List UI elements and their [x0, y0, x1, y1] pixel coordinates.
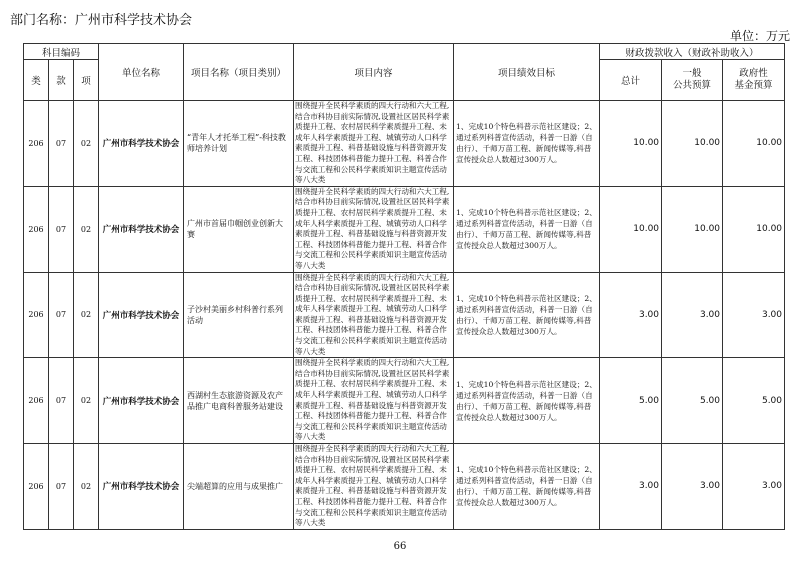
table-row — [24, 186, 785, 272]
content-cell: 围绕提升全民科学素质的四大行动和六大工程,结合市科协目前实际情况,设置社区居民科学素质提升工程、农村居民科学素质提升工程、未成年人科学素质提升工程、城镇劳动人口科学素质提升工程、科普基础设施与科普资源开发工程、科技团体科普能力提升工程、科普合作与交流工程和公民科学素质知识主题宣传活动等八大类 — [294, 272, 454, 358]
kuan-cell: 07 — [49, 101, 74, 187]
goal-cell: 1、完成10个特色科普示范社区建设；2、通过系列科普宣传活动，科普一日游（自由行）、千师万苗工程、新闻传媒等,科普宣传授众总人数超过300万人。 — [454, 101, 600, 187]
fund-cell: 3.00 — [723, 444, 785, 530]
fiscal-header: 财政拨款收入（财政补助收入） — [600, 44, 785, 60]
total-cell: 10.00 — [600, 186, 662, 272]
lei-cell: 206 — [24, 444, 49, 530]
kuan-cell: 07 — [49, 358, 74, 444]
xiang-cell: 02 — [74, 186, 99, 272]
unit-label: 单位：万元 — [729, 29, 790, 43]
content-cell: 围绕提升全民科学素质的四大行动和六大工程,结合市科协目前实际情况,设置社区居民科学素质提升工程、农村居民科学素质提升工程、未成年人科学素质提升工程、城镇劳动人口科学素质提升工程、科普基础设施与科普资源开发工程、科技团体科普能力提升工程、科普合作与交流工程和公民科学素质知识主题宣传活动等八大类 — [294, 444, 454, 530]
project-cell: 子沙村美丽乡村科普行系列活动 — [184, 272, 294, 358]
project-cell: 广州市首届巾帼创业创新大赛 — [184, 186, 294, 272]
project-content-header: 项目内容 — [294, 44, 454, 101]
subject-code-header: 科目编码 — [24, 44, 99, 60]
kuan-cell: 07 — [49, 272, 74, 358]
total-cell: 3.00 — [600, 272, 662, 358]
xiang-cell: 02 — [74, 444, 99, 530]
xiang-cell: 02 — [74, 272, 99, 358]
fund-cell: 3.00 — [723, 272, 785, 358]
fund-budget-header: 政府性 基金预算 — [723, 60, 785, 101]
unit-cell: 广州市科学技术协会 — [99, 272, 184, 358]
content-cell: 围绕提升全民科学素质的四大行动和六大工程,结合市科协目前实际情况,设置社区居民科学素质提升工程、农村居民科学素质提升工程、未成年人科学素质提升工程、城镇劳动人口科学素质提升工程、科普基础设施与科普资源开发工程、科技团体科普能力提升工程、科普合作与交流工程和公民科学素质知识主题宣传活动等八大类 — [294, 358, 454, 444]
lei-header: 类 — [24, 60, 49, 101]
project-goal-header: 项目绩效目标 — [454, 44, 600, 101]
unit-cell: 广州市科学技术协会 — [99, 101, 184, 187]
project-name-header: 项目名称（项目类别） — [184, 44, 294, 101]
unit-cell: 广州市科学技术协会 — [99, 358, 184, 444]
total-cell: 5.00 — [600, 358, 662, 444]
table-row — [24, 358, 785, 444]
content-cell: 围绕提升全民科学素质的四大行动和六大工程,结合市科协目前实际情况,设置社区居民科学素质提升工程、农村居民科学素质提升工程、未成年人科学素质提升工程、城镇劳动人口科学素质提升工程、科普基础设施与科普资源开发工程、科技团体科普能力提升工程、科普合作与交流工程和公民科学素质知识主题宣传活动等八大类 — [294, 186, 454, 272]
department-name: 部门名称：广州市科学技术协会 — [10, 13, 193, 28]
unit-cell: 广州市科学技术协会 — [99, 186, 184, 272]
xiang-cell: 02 — [74, 358, 99, 444]
lei-cell: 206 — [24, 101, 49, 187]
fund-cell: 10.00 — [723, 186, 785, 272]
goal-cell: 1、完成10个特色科普示范社区建设；2、通过系列科普宣传活动，科普一日游（自由行）、千师万苗工程、新闻传媒等,科普宣传授众总人数超过300万人。 — [454, 186, 600, 272]
lei-cell: 206 — [24, 272, 49, 358]
total-cell: 10.00 — [600, 101, 662, 187]
fund-cell: 10.00 — [723, 101, 785, 187]
general-cell: 3.00 — [662, 272, 723, 358]
xiang-header: 项 — [74, 60, 99, 101]
table-row — [24, 272, 785, 358]
table-row — [24, 101, 785, 187]
general-cell: 10.00 — [662, 101, 723, 187]
lei-cell: 206 — [24, 358, 49, 444]
content-cell: 围绕提升全民科学素质的四大行动和六大工程,结合市科协目前实际情况,设置社区居民科学素质提升工程、农村居民科学素质提升工程、未成年人科学素质提升工程、城镇劳动人口科学素质提升工程、科普基础设施与科普资源开发工程、科技团体科普能力提升工程、科普合作与交流工程和公民科学素质知识主题宣传活动等八大类 — [294, 101, 454, 187]
xiang-cell: 02 — [74, 101, 99, 187]
project-cell: 西湖村生态旅游资源及农产品推广电商科普服务站建设 — [184, 358, 294, 444]
general-cell: 3.00 — [662, 444, 723, 530]
fund-cell: 5.00 — [723, 358, 785, 444]
kuan-header: 款 — [49, 60, 74, 101]
table-row — [24, 444, 785, 530]
project-cell: “青年人才托举工程”-科技教师培养计划 — [184, 101, 294, 187]
goal-cell: 1、完成10个特色科普示范社区建设；2、通过系列科普宣传活动，科普一日游（自由行）、千师万苗工程、新闻传媒等,科普宣传授众总人数超过300万人。 — [454, 358, 600, 444]
general-cell: 10.00 — [662, 186, 723, 272]
goal-cell: 1、完成10个特色科普示范社区建设；2、通过系列科普宣传活动，科普一日游（自由行）、千师万苗工程、新闻传媒等,科普宣传授众总人数超过300万人。 — [454, 272, 600, 358]
page-number: 66 — [393, 541, 407, 552]
total-cell: 3.00 — [600, 444, 662, 530]
kuan-cell: 07 — [49, 186, 74, 272]
general-cell: 5.00 — [662, 358, 723, 444]
goal-cell: 1、完成10个特色科普示范社区建设；2、通过系列科普宣传活动，科普一日游（自由行）、千师万苗工程、新闻传媒等,科普宣传授众总人数超过300万人。 — [454, 444, 600, 530]
total-header: 总计 — [600, 60, 662, 101]
lei-cell: 206 — [24, 186, 49, 272]
unit-name-header: 单位名称 — [99, 44, 184, 101]
project-cell: 尖端超算的应用与成果推广 — [184, 444, 294, 530]
general-budget-header: 一般 公共预算 — [662, 60, 723, 101]
budget-table — [23, 43, 785, 530]
kuan-cell: 07 — [49, 444, 74, 530]
unit-cell: 广州市科学技术协会 — [99, 444, 184, 530]
